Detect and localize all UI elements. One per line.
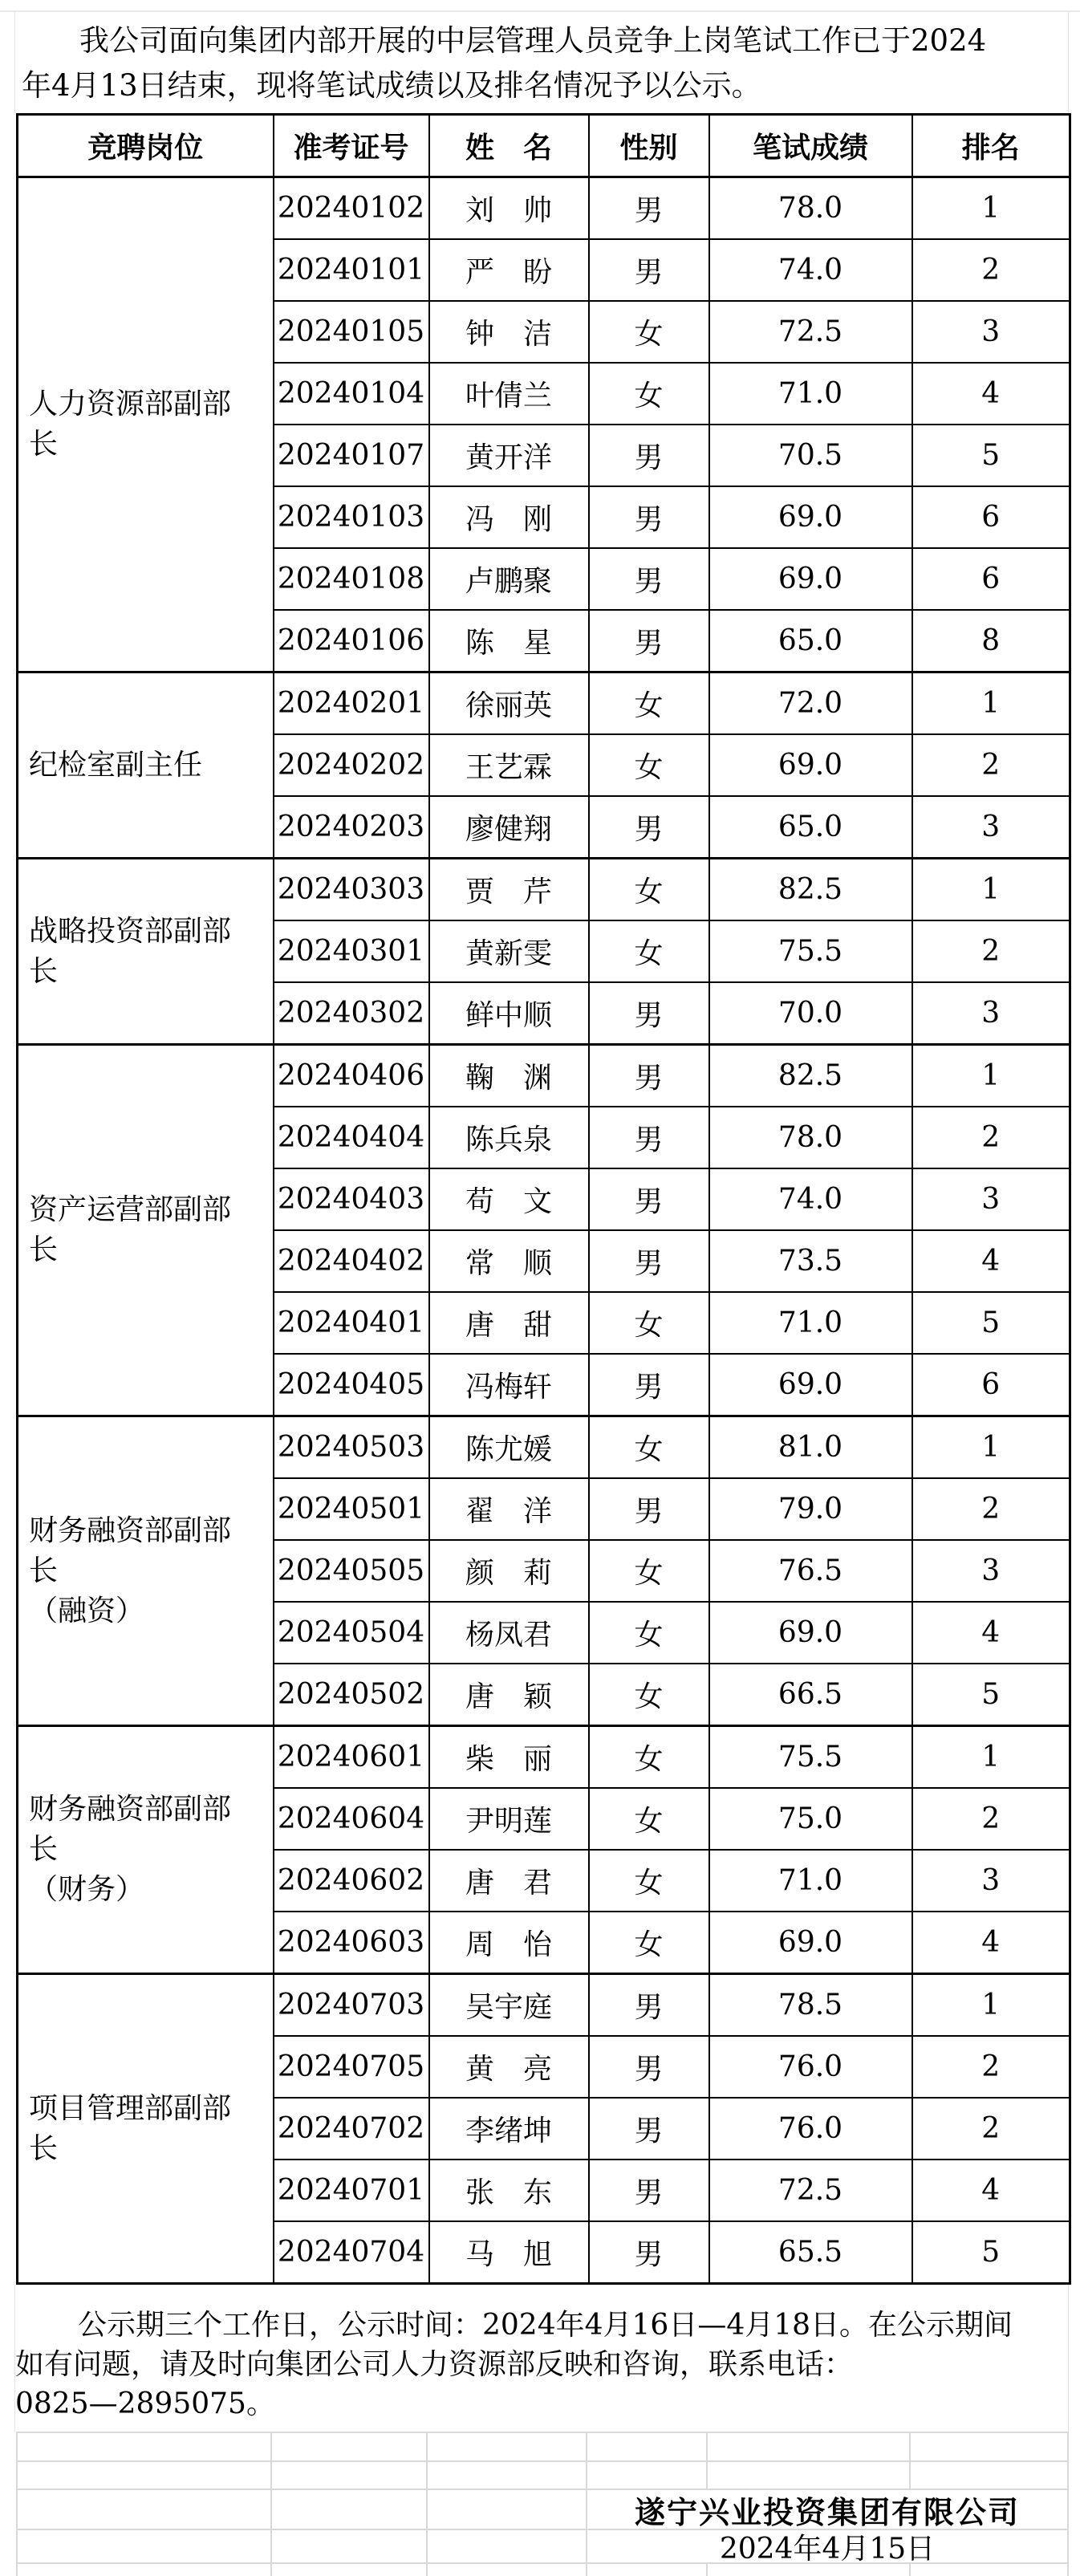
rank-cell: 2: [912, 2098, 1070, 2160]
exam-id-cell: 20240404: [274, 1107, 429, 1168]
exam-id-cell: 20240705: [274, 2036, 429, 2098]
score-cell: 72.5: [709, 2160, 912, 2221]
rank-cell: 2: [912, 1478, 1070, 1540]
empty-sheet-cell: [708, 2564, 911, 2576]
empty-sheet-cell: [16, 2433, 272, 2462]
score-cell: 71.0: [709, 1850, 912, 1912]
position-subtitle: （财务）: [29, 1873, 145, 1906]
table-row: [18, 1045, 1070, 1107]
name-cell: 唐 颖: [429, 1664, 589, 1726]
rank-cell: 3: [912, 982, 1070, 1045]
gender-cell: 女: [589, 1292, 709, 1354]
gender-cell: 男: [589, 2036, 709, 2098]
gender-cell: 女: [589, 1726, 709, 1789]
empty-sheet-cell: [428, 2490, 587, 2530]
rank-cell: 2: [912, 239, 1070, 301]
column-header: 竞聘岗位: [18, 115, 274, 177]
intro-line-1: 我公司面向集团内部开展的中层管理人员竞争上岗笔试工作已于2024: [79, 23, 987, 58]
exam-id-cell: 20240303: [274, 859, 429, 921]
exam-id-cell: 20240104: [274, 363, 429, 425]
exam-id-cell: 20240505: [274, 1540, 429, 1602]
gender-cell: 女: [589, 920, 709, 982]
score-cell: 78.5: [709, 1974, 912, 2037]
score-cell: 76.5: [709, 1540, 912, 1602]
column-header: 姓 名: [429, 115, 589, 177]
exam-id-cell: 20240501: [274, 1478, 429, 1540]
exam-id-cell: 20240107: [274, 425, 429, 486]
exam-id-cell: 20240503: [274, 1416, 429, 1479]
score-cell: 74.0: [709, 1168, 912, 1230]
rank-cell: 3: [912, 301, 1070, 363]
position-cell: [18, 672, 274, 859]
rank-cell: 5: [912, 2221, 1070, 2284]
rank-cell: 3: [912, 1540, 1070, 1602]
empty-sheet-cell: [272, 2462, 428, 2490]
score-cell: 71.0: [709, 363, 912, 425]
score-cell: 75.5: [709, 920, 912, 982]
name-cell: 鞠 渊: [429, 1045, 589, 1107]
column-header: 准考证号: [274, 115, 429, 177]
exam-id-cell: 20240203: [274, 796, 429, 859]
empty-sheet-cell: [587, 2462, 708, 2490]
notice-line-3: 0825—2895075。: [15, 2387, 275, 2420]
empty-sheet-cell: [272, 2433, 428, 2462]
position-cell: [18, 1416, 274, 1726]
empty-sheet-cell: [272, 2564, 428, 2576]
exam-id-cell: 20240302: [274, 982, 429, 1045]
empty-sheet-cell: [428, 2433, 587, 2462]
rank-cell: 4: [912, 1602, 1070, 1664]
rank-cell: 6: [912, 548, 1070, 610]
exam-id-cell: 20240702: [274, 2098, 429, 2160]
score-cell: 70.5: [709, 425, 912, 486]
exam-id-cell: 20240101: [274, 239, 429, 301]
empty-sheet-cell: [16, 2530, 272, 2564]
signature-date-cell: [587, 2530, 1069, 2564]
column-header: 性别: [589, 115, 709, 177]
name-cell: 王艺霖: [429, 734, 589, 796]
rank-cell: 4: [912, 2160, 1070, 2221]
rank-cell: 2: [912, 920, 1070, 982]
name-cell: 张 东: [429, 2160, 589, 2221]
name-cell: 严 盼: [429, 239, 589, 301]
gender-cell: 男: [589, 1230, 709, 1292]
rank-cell: 5: [912, 1664, 1070, 1726]
rank-cell: 1: [912, 859, 1070, 921]
score-cell: 71.0: [709, 1292, 912, 1354]
rank-cell: 1: [912, 177, 1070, 240]
rank-cell: 2: [912, 1788, 1070, 1850]
score-cell: 74.0: [709, 239, 912, 301]
score-cell: 66.5: [709, 1664, 912, 1726]
gender-cell: 男: [589, 177, 709, 240]
name-cell: 尹明莲: [429, 1788, 589, 1850]
score-cell: 70.0: [709, 982, 912, 1045]
position-title: 资产运营部副部长: [29, 1193, 232, 1266]
gender-cell: 男: [589, 610, 709, 672]
exam-id-cell: 20240603: [274, 1912, 429, 1974]
signature-company-cell: [587, 2490, 1069, 2530]
sheet-top-gridline: [0, 0, 1080, 12]
score-cell: 78.0: [709, 177, 912, 240]
score-cell: 78.0: [709, 1107, 912, 1168]
score-cell: 69.0: [709, 1602, 912, 1664]
empty-sheet-cell: [16, 2490, 272, 2530]
rank-cell: 6: [912, 486, 1070, 548]
score-cell: 65.0: [709, 610, 912, 672]
notice-line-2: 如有问题，请及时向集团公司人力资源部反映和咨询，联系电话：: [15, 2348, 854, 2381]
name-cell: 徐丽英: [429, 672, 589, 735]
name-cell: 黄 亮: [429, 2036, 589, 2098]
gender-cell: 男: [589, 982, 709, 1045]
exam-id-cell: 20240504: [274, 1602, 429, 1664]
gender-cell: 女: [589, 859, 709, 921]
gender-cell: 男: [589, 486, 709, 548]
gender-cell: 女: [589, 1416, 709, 1479]
name-cell: 黄新雯: [429, 920, 589, 982]
empty-sheet-cell: [587, 2564, 708, 2576]
score-cell: 69.0: [709, 486, 912, 548]
table-row: [18, 177, 1070, 240]
rank-cell: 4: [912, 1230, 1070, 1292]
position-cell: [18, 177, 274, 672]
name-cell: 黄开洋: [429, 425, 589, 486]
exam-id-cell: 20240703: [274, 1974, 429, 2037]
exam-id-cell: 20240202: [274, 734, 429, 796]
gender-cell: 男: [589, 796, 709, 859]
exam-id-cell: 20240701: [274, 2160, 429, 2221]
name-cell: 颜 莉: [429, 1540, 589, 1602]
empty-sheet-cell: [272, 2490, 428, 2530]
name-cell: 李绪坤: [429, 2098, 589, 2160]
bottom-sheet-grid: [16, 2432, 1069, 2576]
empty-sheet-cell: [428, 2564, 587, 2576]
exam-id-cell: 20240402: [274, 1230, 429, 1292]
table-row: [18, 672, 1070, 735]
rank-cell: 3: [912, 796, 1070, 859]
exam-id-cell: 20240405: [274, 1354, 429, 1416]
position-title: 财务融资部副部长: [29, 1793, 232, 1866]
name-cell: 钟 洁: [429, 301, 589, 363]
rank-cell: 3: [912, 1168, 1070, 1230]
gender-cell: 男: [589, 425, 709, 486]
gender-cell: 男: [589, 1107, 709, 1168]
gender-cell: 男: [589, 2098, 709, 2160]
position-title: 人力资源部副部长: [29, 388, 232, 461]
empty-sheet-cell: [708, 2433, 911, 2462]
empty-sheet-cell: [428, 2462, 587, 2490]
table-row: [18, 859, 1070, 921]
score-cell: 82.5: [709, 1045, 912, 1107]
rank-cell: 2: [912, 2036, 1070, 2098]
exam-id-cell: 20240103: [274, 486, 429, 548]
exam-id-cell: 20240102: [274, 177, 429, 240]
empty-sheet-cell: [708, 2462, 911, 2490]
score-cell: 65.5: [709, 2221, 912, 2284]
position-title: 战略投资部副部长: [29, 914, 232, 988]
name-cell: 陈兵泉: [429, 1107, 589, 1168]
gender-cell: 男: [589, 548, 709, 610]
rank-cell: 3: [912, 1850, 1070, 1912]
empty-sheet-cell: [16, 2564, 272, 2576]
exam-id-cell: 20240301: [274, 920, 429, 982]
score-cell: 69.0: [709, 1354, 912, 1416]
name-cell: 常 顺: [429, 1230, 589, 1292]
name-cell: 叶倩兰: [429, 363, 589, 425]
empty-sheet-cell: [911, 2564, 1069, 2576]
exam-id-cell: 20240601: [274, 1726, 429, 1789]
name-cell: 鲜中顺: [429, 982, 589, 1045]
name-cell: 卢鹏聚: [429, 548, 589, 610]
rank-cell: 4: [912, 363, 1070, 425]
position-title: 纪检室副主任: [29, 748, 203, 782]
name-cell: 廖健翔: [429, 796, 589, 859]
name-cell: 翟 洋: [429, 1478, 589, 1540]
score-cell: 69.0: [709, 548, 912, 610]
notice-paragraph: [14, 2285, 1069, 2432]
empty-sheet-cell: [911, 2433, 1069, 2462]
table-row: [18, 1416, 1070, 1479]
score-cell: 76.0: [709, 2098, 912, 2160]
table-row: [18, 1726, 1070, 1789]
rank-cell: 4: [912, 1912, 1070, 1974]
rank-cell: 6: [912, 1354, 1070, 1416]
exam-id-cell: 20240604: [274, 1788, 429, 1850]
score-cell: 79.0: [709, 1478, 912, 1540]
gender-cell: 男: [589, 1045, 709, 1107]
rank-cell: 5: [912, 1292, 1070, 1354]
name-cell: 陈尤媛: [429, 1416, 589, 1479]
score-cell: 75.5: [709, 1726, 912, 1789]
intro-paragraph: [14, 12, 1069, 113]
gender-cell: 女: [589, 301, 709, 363]
name-cell: 苟 文: [429, 1168, 589, 1230]
rank-cell: 8: [912, 610, 1070, 672]
gender-cell: 男: [589, 239, 709, 301]
rank-cell: 5: [912, 425, 1070, 486]
rank-cell: 2: [912, 1107, 1070, 1168]
column-header: 笔试成绩: [709, 115, 912, 177]
exam-id-cell: 20240106: [274, 610, 429, 672]
gender-cell: 女: [589, 1788, 709, 1850]
score-cell: 82.5: [709, 859, 912, 921]
exam-id-cell: 20240403: [274, 1168, 429, 1230]
score-cell: 72.5: [709, 301, 912, 363]
name-cell: 冯 刚: [429, 486, 589, 548]
score-cell: 69.0: [709, 734, 912, 796]
name-cell: 刘 帅: [429, 177, 589, 240]
gender-cell: 女: [589, 1850, 709, 1912]
position-cell: [18, 1045, 274, 1416]
rank-cell: 2: [912, 734, 1070, 796]
empty-sheet-cell: [911, 2462, 1069, 2490]
empty-sheet-cell: [428, 2530, 587, 2564]
name-cell: 陈 星: [429, 610, 589, 672]
exam-id-cell: 20240108: [274, 548, 429, 610]
name-cell: 唐 甜: [429, 1292, 589, 1354]
name-cell: 唐 君: [429, 1850, 589, 1912]
gender-cell: 男: [589, 1974, 709, 2037]
exam-id-cell: 20240201: [274, 672, 429, 735]
name-cell: 柴 丽: [429, 1726, 589, 1789]
gender-cell: 女: [589, 672, 709, 735]
name-cell: 冯梅轩: [429, 1354, 589, 1416]
position-subtitle: （融资）: [29, 1594, 145, 1627]
gender-cell: 男: [589, 1478, 709, 1540]
name-cell: 贾 芹: [429, 859, 589, 921]
name-cell: 杨凤君: [429, 1602, 589, 1664]
rank-cell: 1: [912, 1726, 1070, 1789]
empty-sheet-cell: [587, 2433, 708, 2462]
notice-line-1: 公示期三个工作日，公示时间：2024年4月16日—4月18日。在公示期间: [78, 2309, 1013, 2342]
exam-id-cell: 20240704: [274, 2221, 429, 2284]
score-cell: 76.0: [709, 2036, 912, 2098]
score-cell: 69.0: [709, 1912, 912, 1974]
column-header: 排名: [912, 115, 1070, 177]
gender-cell: 男: [589, 1354, 709, 1416]
gender-cell: 女: [589, 1602, 709, 1664]
exam-id-cell: 20240406: [274, 1045, 429, 1107]
rank-cell: 1: [912, 1045, 1070, 1107]
table-row: [18, 1974, 1070, 2037]
empty-sheet-cell: [272, 2530, 428, 2564]
name-cell: 马 旭: [429, 2221, 589, 2284]
score-cell: 73.5: [709, 1230, 912, 1292]
position-title: 财务融资部副部长: [29, 1514, 232, 1587]
gender-cell: 女: [589, 1912, 709, 1974]
position-cell: [18, 1726, 274, 1974]
signature-date: 2024年4月15日: [719, 2532, 936, 2566]
position-cell: [18, 859, 274, 1045]
results-table: [16, 113, 1071, 2285]
name-cell: 周 怡: [429, 1912, 589, 1974]
rank-cell: 1: [912, 672, 1070, 735]
gender-cell: 男: [589, 1168, 709, 1230]
gender-cell: 男: [589, 2160, 709, 2221]
gender-cell: 女: [589, 363, 709, 425]
empty-sheet-cell: [16, 2462, 272, 2490]
company-name: 遂宁兴业投资集团有限公司: [634, 2493, 1020, 2530]
gender-cell: 男: [589, 2221, 709, 2284]
rank-cell: 1: [912, 1974, 1070, 2037]
exam-id-cell: 20240105: [274, 301, 429, 363]
exam-id-cell: 20240401: [274, 1292, 429, 1354]
score-cell: 75.0: [709, 1788, 912, 1850]
exam-id-cell: 20240502: [274, 1664, 429, 1726]
name-cell: 吴宇庭: [429, 1974, 589, 2037]
gender-cell: 女: [589, 1540, 709, 1602]
header-row: [18, 115, 1070, 177]
exam-id-cell: 20240602: [274, 1850, 429, 1912]
gender-cell: 女: [589, 734, 709, 796]
gender-cell: 女: [589, 1664, 709, 1726]
intro-line-2: 年4月13日结束，现将笔试成绩以及排名情况予以公示。: [22, 68, 761, 103]
score-cell: 81.0: [709, 1416, 912, 1479]
rank-cell: 1: [912, 1416, 1070, 1479]
score-cell: 65.0: [709, 796, 912, 859]
score-cell: 72.0: [709, 672, 912, 735]
results-tbody: [18, 177, 1070, 2284]
position-title: 项目管理部副部长: [29, 2091, 232, 2165]
position-cell: [18, 1974, 274, 2284]
